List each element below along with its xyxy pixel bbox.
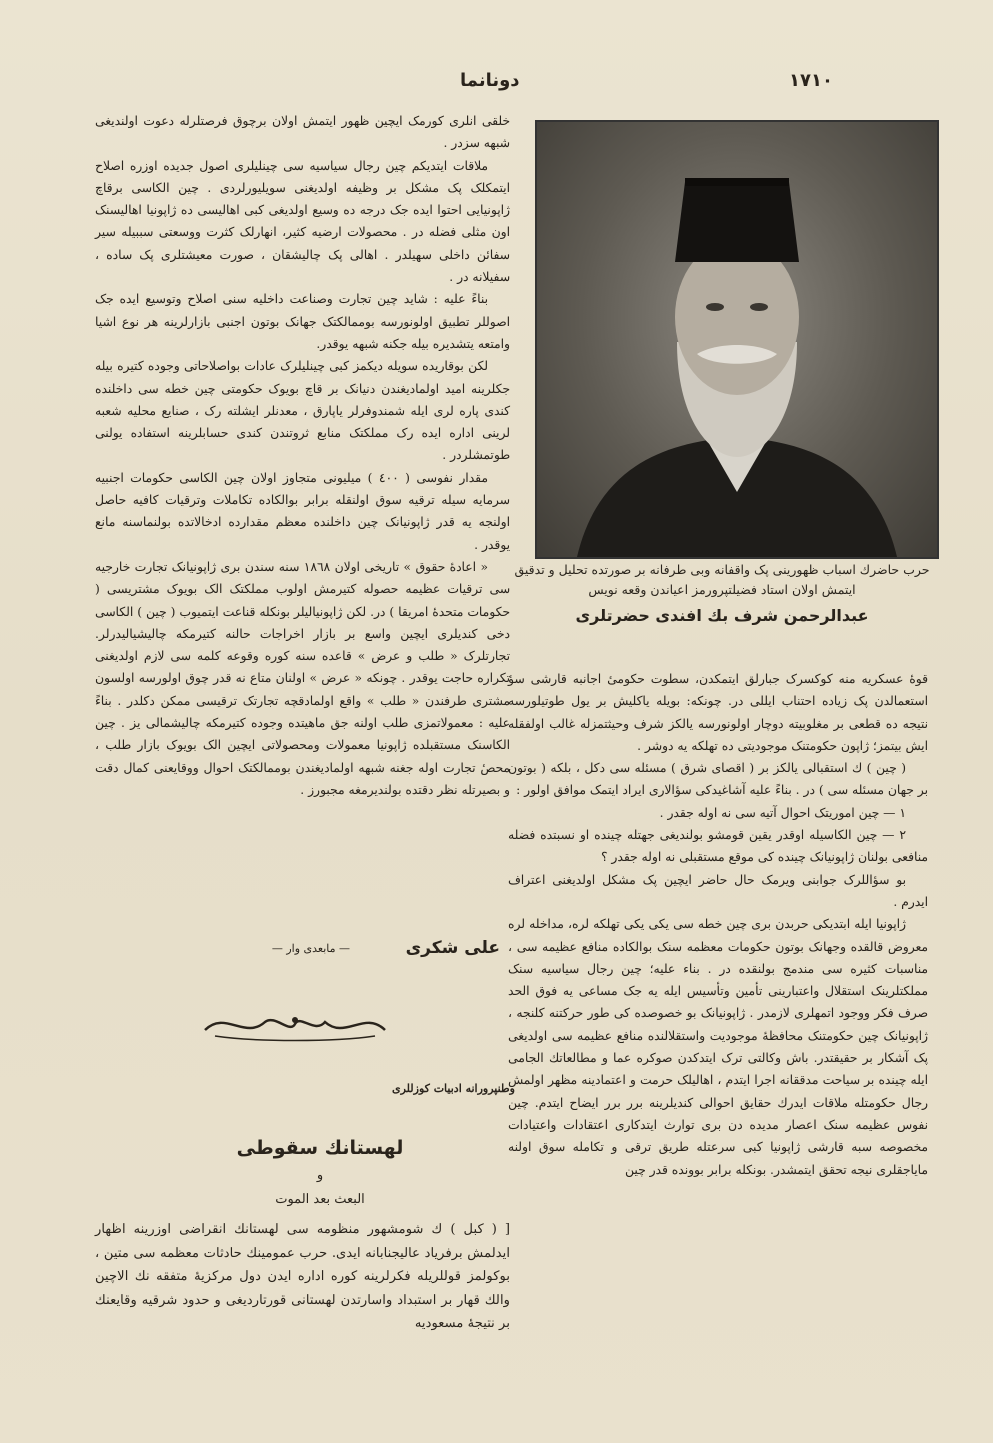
right-paragraph-1: قوهٔ عسکریه منه کوکسرک جبارلق ایتمکدن، سطوت حکومیٔ اجانبه قارشی سؤ استعمالدن پک زیاده احتناب ایللی در. چونکه: بویله یاکلیش بر یول طوتیلورسه نتیجه ده قطعی بر مغلوبیته دوچار اولونورسه یالکز شرف وحیثتمزله غالب اولفقله ایش بیتمز؛ ژاپون حکومتنک موجودیتی ده تهلکه یه دوشر . xyxy=(508,672,928,753)
caption-person-name: عبدالرحمن شرف بك افندی حضرتلری xyxy=(575,606,869,625)
left-paragraph-3: بناءً علیه : شاید چین تجارت وصناعت داخلیه سنی اصلاح وتوسیع ایده جک اصوللر تطبیق اولونورسه بوممالکتک جهانک بوتون اجنبی بازارلرینه هر نوع اشیا وامتعه یتشدیره بیله جکنه شبهه یوقدر. xyxy=(95,292,510,351)
article-title: لهستانك سقوطی xyxy=(236,1137,404,1159)
page-header xyxy=(60,70,933,100)
journal-name: دونانما xyxy=(460,70,520,91)
left-paragraph-4: لکن بوقاریده سویله دیکمز کبی چینلیلرک عادات بواصلاحاتی وجوده کتیره بیله جکلرینه امید اولمادیغندن دنیانک بر قاچ بویوک حکومتی چین خطه سی داخلنده کندی پاره لری ایله شمندوفرلر یاپارق ، معدنلر ایشلته رک ، صنایع محلیه شعبه لرینی اداره ایده رک مملکتک منابع ثروتندن کندی حسابلرینه استفاده یولنی طوتمشلردر . xyxy=(95,359,510,463)
left-paragraph-2: ملاقات ایتدیکم چین رجال سیاسیه سی چینلیلری اصول جدیده اوزره اصلاح ایتمکلک پک مشکل بر وظیفه اولدیغنی سویلیورلردی . چین الکاسی برقاچ ژاپونیایی احتوا ایده جک درجه ده وسیع اولدیغی کبی اهالیسی ده ژاپونیا اهالیسنک اون مثلی فضله در . محصولات ارضیه کثیر، انهارلک کثرت ووسعتی سببیله سیر سفائن داخلی سهیلدر . اهالی پک چالیشقان ، صورت معیشتلری پک ساده ، سفیلانه در . xyxy=(95,158,510,285)
right-paragraph-3: ١ — چین اموریتک احوال آتیه سی نه اوله جقدر . xyxy=(659,805,906,820)
article-conjunction: و xyxy=(316,1168,324,1183)
right-paragraph-4: ٢ — چین الکاسیله اوقدر یقین قومشو بولندیغی جهتله چینده او نسبتده فضله منافعی بولنان ژاپونیانک چینده کی موقع مستقبلی نه اوله جقدر ؟ xyxy=(508,828,928,865)
left-paragraph-6: « اعادهٔ حقوق » تاریخی اولان ١٨٦٨ سنه سندن بری ژاپونیانک تجارت خارجیه سی ترقیات عظیمه حصوله کتیرمش اولوب مملکتک الک بویوک مشتریسی ( حکومات متحدهٔ امریقا ) در. لکن ژاپونیالیلر بونکله قناعت ایتمیوب ( چین ) الکاسی دخی کندیلری ایچین واسع بر بازار اخراجات حالنه کتیرمکه چالیشیالیدرلر. تجارتلرک « طلب و عرض » قاعده سنه کوره وقوعه کلمه سی لازم اولدیغنی تکراره حاجت یوقدر . چونکه « عرض » اولنان متاع نه قدر چوق اولورسه اولسون مشتری طرفندن « طلب » واقع اولمادقچه تجارتک ترقیسی ممکن دکلدر . بناءً علیه : معمولاتمزی طلب اولنه جق ماهیتده وجوده کتیرمکه چالیشمالی یز . چین الکاسنک مستقبلده ژاپونیا معمولات ومحصولاتی ایچین الک بویوک بازار طلب ، محصٔ تجارت اوله جغنه شبهه اولمادیغندن بوممالکتک احوال ووقایعنی کمال دقت و بصیرتله نظر دقتده بولندیرمغه مجبورز . xyxy=(95,559,510,797)
left-paragraph-1: خلقی انلری کورمک ایچین ظهور ایتمش اولان برچوق فرصتلرله دعوت اولندیغی شبهه سزدر . xyxy=(95,114,510,151)
article-body: [ ( کبل ) ك شومشهور منظومه سی لهستانك انقراضی اوزرینه اظهار ایدلمش برفریاد عالیجنابانه ایدی. حرب عمومینك حادثات معظمه سی متین ، بوکولمز قوللریله فکرلرینه کوره اداره ایدن دول مرکزیهٔ متفقه نك الاچین والك قهار بر استبداد واسارتدن لهستانی قورتاردیغی و حدود شرقیه وقایعنك بر نتیجهٔ مسعودیه xyxy=(95,1222,510,1331)
right-paragraph-2: ( چین ) ك استقبالی یالکز بر ( اقصای شرق ) مسئله سی دکل ، بلکه ( بوتون بر جهان مسئله سی ) در . بناءً علیه آشاغیدکی سؤالاری ایراد ایتمک موافق اولور : xyxy=(508,761,928,798)
ornament-divider xyxy=(195,1000,395,1045)
section-label: وطنپرورانه ادبیات کوزللری xyxy=(391,1082,515,1095)
portrait-figure xyxy=(537,122,937,557)
author-signature: علی شکری xyxy=(405,938,500,958)
left-paragraph-5: مقدار نفوسی ( ٤٠٠ ) میلیونی متجاوز اولان چین الکاسی حکومات اجنبیه سرمایه سیله ترقیه سوق اولنقله برابر بوالکاده تکاملات وترقیات کافیه حاصل اولنجه یه قدر ژاپونیانک چین داخلنده معظم مقدارده ادخالاتده بولنماسنه مانع یوقدر . xyxy=(95,470,510,552)
article-title-block xyxy=(150,1135,490,1211)
left-column xyxy=(95,110,510,801)
to-be-continued: — مابعدی وار — xyxy=(271,942,350,955)
caption-text: حرب حاضرك اسباب ظهورینی پک واقفانه وبی طرفانه بر صورتده تحلیل و تدقیق ایتمش اولان استاد فضیلتپرورمز اعیاندن وقعه نویس xyxy=(514,562,930,597)
right-paragraph-6: ژاپونیا ایله ابتدیکی حربدن بری چین خطه سی یکی یکی تهلکه لره، مداخله لره معروض قالقده وجهانک بوتون حکومات معظمه سنک بوالکاده منافع عظیمه سی ، مناسبات کثیره سی مندمج بولنقده در . بناء علیه؛ چین رجال سیاسیه سنک مملکتلرینک استقلال واعتبارینی تأمین وتأسیس ایله یه جک مساعی یه فوق الحد صرف فکر ووجود اتمهلری لازمدر . ژاپونیانک بو خصوصده کی طور حرکتنه کلنجه ، ژاپونیانک چین حکومتنک محافظهٔ موجودیت واستقلالنده منافع عظیمه سی اولدیغی پک آشکار بر حقیقتدر. باش وکالتی ترک ایتدکدن صوکره عما و مطالعاتك الجامی ایله چینده بر سیاحت مدققانه اجرا ایتدم ، اهالیلک حرمت و اعتمادینه مظهر اولمش رجال حکومتله ملاقات ایدرك حقایق احوالی کندیلرینه برر برر ایضاح ایتدم. چین نفوس عظیمه سنک اعصار مدیده دن بری توارث ایتدکاری اعتقادات واعتیادات مخصوصه سبه قارشی ژاپونیا کبی سرعتله طریق ترقی و تکامله سوق اولنه مایاجقلری نیجه تحقق ایتمشدر. بونکله برابر بوونده قدر چین xyxy=(508,917,928,1177)
right-paragraph-5: بو سؤاللرک جوابنی ویرمک حال حاضر ایچین پک مشکل اولدیغنی اعتراف ایدرم . xyxy=(508,872,928,909)
article-subtitle: البعث بعد الموت xyxy=(275,1192,365,1207)
page-number: ١٧١٠ xyxy=(789,70,833,91)
portrait-caption xyxy=(508,560,936,626)
portrait-photo xyxy=(535,120,939,559)
right-column xyxy=(508,668,928,1181)
